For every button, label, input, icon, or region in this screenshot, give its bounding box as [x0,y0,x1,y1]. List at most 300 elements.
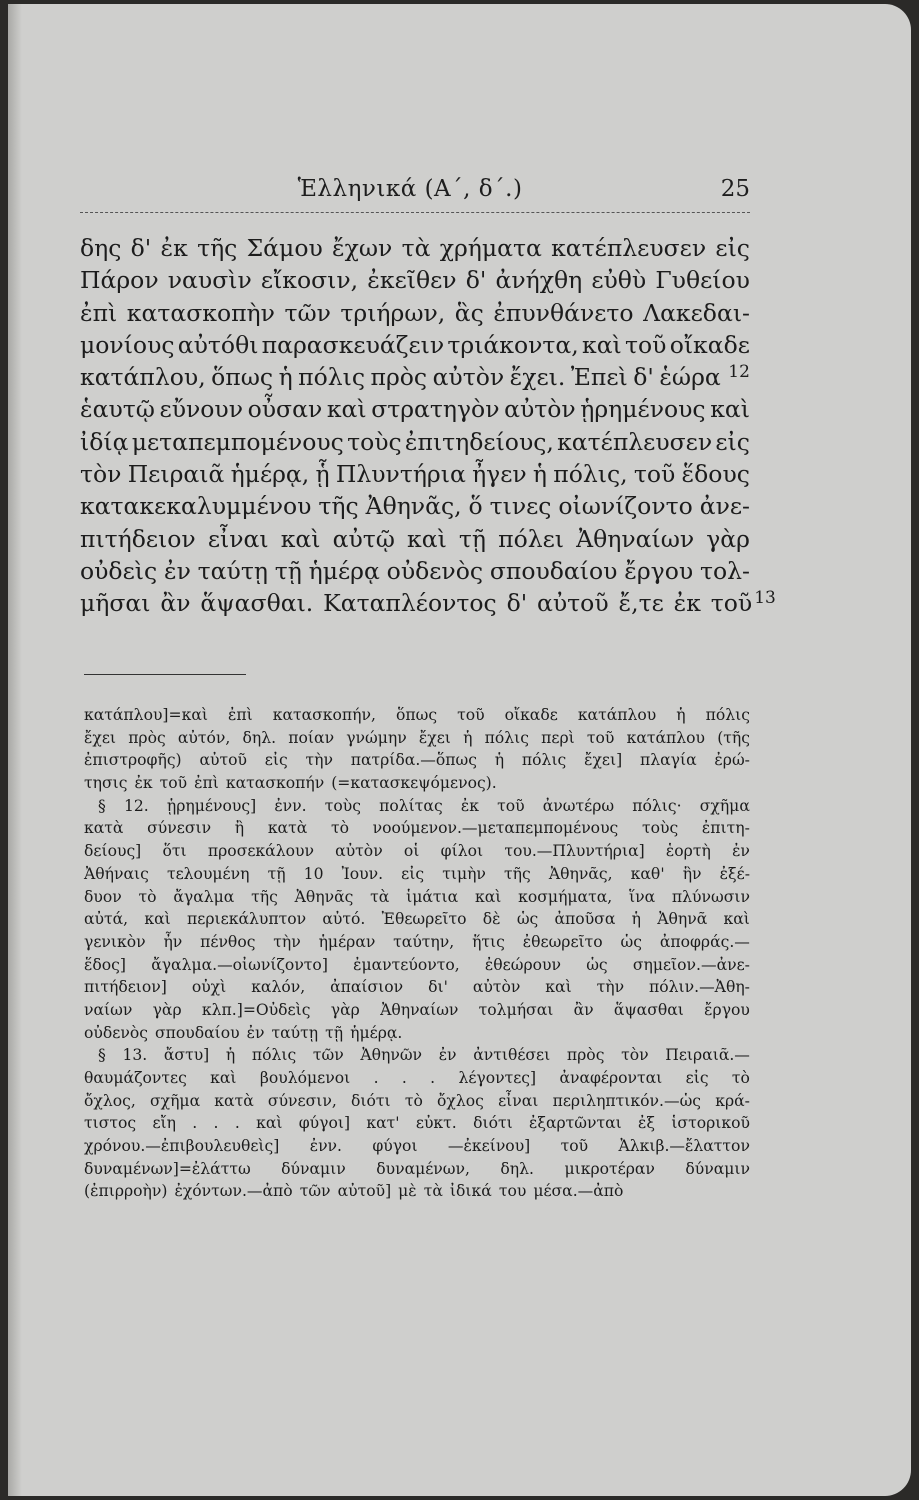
word: ἐνν. [309,1137,342,1156]
word: Ἰουν. [341,864,384,883]
word: ἐπιστροφῆς) [84,751,182,770]
word: καὶ [545,978,572,997]
word: αὐτόθι [177,330,259,359]
word: δύναμιν [281,1159,346,1178]
word: § [98,1046,106,1065]
word: τολ- [699,556,750,585]
word: ἃς [454,298,484,327]
word: ἐκ [460,796,479,815]
word: δ' [130,234,152,262]
word: σπουδαίου [154,1023,240,1042]
word: θαυμάζοντες [84,1069,187,1087]
word: ναυσὶν [167,266,252,295]
running-header [80,176,750,213]
word: κατὰ [84,819,124,838]
word: τῆς [197,234,238,262]
word: οἴκαδε [504,706,558,724]
word: δυναμένων]=ἐλάττω [84,1159,251,1178]
word: κοσμήματα, [518,887,613,906]
word: ἡμέρᾳ, [230,460,310,489]
word: Ἀθηνᾶς, [365,492,462,521]
word: αὐτὸν [432,363,505,392]
word: τοῦ [457,706,485,724]
word: πιτήδειον] [84,978,167,997]
word: δυον [84,887,122,906]
text-line [80,329,750,361]
word: κατέπλευσεν [551,234,707,262]
word: πιτήδειον [80,524,196,553]
footnote-line [84,976,750,999]
word: Καταπλέοντος [323,589,497,618]
word: δὲ [482,910,501,929]
word: τῇ [274,556,302,585]
word: τὰ [370,887,390,906]
word: κατασκοπήν [225,774,325,793]
word: (=κατασκεψόμενος). [331,774,497,793]
word: πόλις· [632,796,682,815]
word: ταύτῃ [271,1023,319,1042]
word: δείους] [84,842,142,861]
word: ἂν [160,589,191,618]
word: κατάπλου, [80,363,206,392]
word: πένθος [200,932,256,951]
word: εἰς [264,751,288,770]
word: σύνεσιν [147,819,212,838]
word: εἴη [152,1114,176,1133]
word: ἀναφέρονται [559,1069,663,1087]
word: ἡμέρᾳ [308,556,380,585]
word: ᾗ [315,460,330,489]
footnote-line [84,954,750,977]
word: πόλις [484,728,529,747]
word: ἔχει. [509,363,566,392]
word: ἰδικά [449,1182,492,1201]
word: ἄγαλμα.—οἰωνίζοντο] [151,955,328,974]
word: διότι [351,1091,391,1110]
word: μὲ [398,1182,417,1201]
word: ἡμέραν [318,932,376,951]
word: πρὸς [128,728,166,747]
word: ὡς [586,955,608,974]
word: τῇ [458,524,487,553]
word: ἦν [163,932,183,951]
word: 13. [122,1046,148,1065]
word: ἡ [278,363,293,392]
word: τῶν [299,1182,331,1201]
word: ἀνε- [699,492,750,521]
page-number: 25 [720,176,750,202]
word: μονίους [80,330,175,359]
word: τῇ [267,864,286,883]
word: τοὺς [641,819,679,838]
word: πόλει [498,524,565,553]
word: τὴν [273,932,301,951]
word: ᾑρημένους [580,395,706,424]
word: φύγοι [372,1137,418,1156]
footnote-line [84,1180,750,1203]
word: Ἀθηνᾶς [294,887,354,906]
word: ἀνήχθη [495,266,583,295]
word: ἡ [225,1046,236,1065]
word: χρήματα [439,234,542,262]
word: δ' [465,266,487,295]
word: ἐξέ- [719,864,750,883]
word: κατασκοπήν, [272,706,376,724]
word: μικροτέραν [564,1159,655,1178]
word: ἔχει [84,728,117,747]
word: τοῦ [710,589,753,618]
word: πόλιν.—Ἀθη- [649,978,750,997]
word: ἔχει] [584,751,623,770]
footnote-line [84,840,750,863]
word: εἰς [715,427,750,456]
word: ἕδους [681,460,750,489]
section-number: 12 [728,362,750,383]
word: ὡς [620,932,642,951]
word: κατέπλευσεν [557,427,713,456]
word: ἰδίᾳ [80,427,129,456]
word: δηλ. [242,728,277,747]
word: ταύτην, [393,932,455,951]
word: τὴν [305,751,333,770]
word: του.—Πλυντήρια] [504,842,645,861]
word: σύνεσιν, [267,1091,337,1110]
word: ὅτι [162,842,187,861]
word: ἑαυτῷ [80,395,155,424]
word: . [234,1114,240,1133]
word: εὐθὺ [591,266,647,295]
word: τὸ [138,887,157,906]
word: 10 [303,864,324,883]
footnote-line [84,931,750,954]
word: του [498,1182,527,1201]
word: μέσα.—ἀπὸ [533,1182,624,1201]
word: παρασκευάζειν [261,330,445,359]
footnote-line [84,727,750,750]
word: κατάπλου [577,706,657,724]
footnote-separator [84,674,246,675]
word: τῶν [284,298,331,327]
word: ἐν [246,1023,265,1042]
word: τὴν [596,978,625,997]
word: καὶ [210,1069,237,1087]
word: φίλοι [440,842,484,861]
footnote-line [84,908,750,931]
word: περὶ [541,728,575,747]
word: ὅ [468,492,483,521]
word: καὶ [326,395,367,424]
word: ἐθεώρουν [484,955,561,974]
word: Ἐπεὶ [570,363,628,392]
word: ἡ [676,706,686,724]
footnote-line [84,1158,750,1181]
word: ἐρώ- [714,751,750,770]
text-line [80,232,750,264]
word: αὐτὸν [335,842,383,861]
text-line [80,297,750,329]
word: τησις [84,774,128,793]
word: τολμήσαι [478,1000,554,1019]
word: εἴκοσιν, [260,266,359,295]
page-spine-shadow [8,4,22,1496]
footnote-line [84,817,750,840]
word: οὐδενὸς [386,556,484,585]
word: καὶ [474,887,502,906]
word: οἱ [403,842,420,861]
word: ὄχλος, [84,1091,136,1110]
word: καὶ [582,330,622,359]
footnote-line [84,772,750,795]
word: μεταπεμπομένους [131,427,344,456]
word: κατάπλου]=καὶ [84,706,208,724]
word: ἣν [682,864,702,883]
footnote-line [84,1135,750,1158]
word: εἶναι [498,1091,539,1110]
word: ᾑρημένους] [166,796,257,815]
word: τὰ [423,1182,443,1201]
word: τῆς [504,864,531,883]
word: οἰωνίζοντο [558,492,693,521]
word: τὸ [731,1069,750,1087]
word: τινες [489,492,552,521]
word: κρά- [715,1091,750,1110]
word: τὸν [80,460,122,489]
book-page [8,4,911,1496]
word: ἱστορικοῦ [671,1114,750,1133]
word: ἥτις [472,932,505,951]
word: τὸ [404,1091,423,1110]
word: οἴκαδε [669,330,750,359]
word: αὐτά, [84,910,129,929]
word: ἡ [494,751,505,770]
word: τὸν [621,1046,649,1065]
text-line [80,458,750,490]
word: στρατηγὸν [371,395,500,424]
word: ἢ [234,819,245,838]
word: τῆς [251,887,278,906]
word: σημεῖον.—ἀνε- [632,955,750,974]
word: —ἐκείνου] [447,1137,531,1156]
word: ἐξ [638,1114,656,1133]
word: δης [80,234,122,262]
word: εὐκτ. [415,1114,457,1133]
word: κλπ.]=Οὐδεὶς [201,1000,311,1019]
word: δ' [506,589,528,618]
text-line [80,426,750,458]
word: Ἀθηνᾶ [657,910,708,929]
word: ἐπιτη- [701,819,750,838]
word: γὰρ [706,524,750,553]
footnote-line [84,886,750,909]
word: φύγοι] [298,1114,351,1133]
word: ἐμαντεύοντο, [353,955,460,974]
word: πατρίδα.—ὅπως [350,751,477,770]
word: αὐτό. [322,910,366,929]
word: τριήρων, [340,298,446,327]
word: ταύτῃ [197,556,268,585]
word: Ἀθηναίων [380,1000,459,1019]
footnote-line [84,1044,750,1067]
word: πόλις, [553,460,628,489]
word: ἕδος] [84,955,126,974]
word: οὐδεὶς [80,556,158,585]
text-line [80,523,750,555]
word: ἀντιθέσει [473,1046,551,1065]
word: πόλις [705,706,750,724]
footnote-line [84,1067,750,1090]
word: τοὺς [347,427,402,456]
section-number: 13 [754,588,776,609]
word: τοὺς [324,796,361,815]
word: (ἐπιρροὴν) [84,1182,168,1201]
word: πολίτας [379,796,443,815]
word: σχῆμα [150,1091,201,1110]
word: αὐτοῦ [199,751,247,770]
word: ἐν [163,556,191,585]
word: ἐπιτηδείους, [404,427,554,456]
word: καὶ [280,524,321,553]
word: Λακεδαι- [643,298,750,327]
word: λέγοντες] [458,1069,537,1087]
word: χρόνου.—ἐπιβουλευθεὶς] [84,1137,280,1156]
word: ἅψασθαι [613,1000,684,1019]
word: ἑορτὴ [665,842,711,861]
word: ἅψασθαι. [200,589,314,618]
word: ἀποῦσα [554,910,616,929]
word: τῶν [312,1046,344,1065]
word: αὐτόν, [177,728,231,747]
word: Ἀθηνῶν [360,1046,423,1065]
word: . [401,1069,407,1087]
word: ὄχλος [437,1091,484,1110]
word: κατασκοπὴν [126,298,275,327]
word: ἂν [573,1000,594,1019]
word: πόλις [298,363,366,392]
word: τοῦ [586,728,615,747]
word: . [213,1114,219,1133]
word: ἡ [463,728,473,747]
word: Ἀθηνᾶς, [548,864,613,883]
main-text [80,232,780,620]
word: δύναμιν [685,1159,750,1178]
word: αὐτὸν [472,978,521,997]
word: καὶ [144,910,171,929]
word: ἐχόντων.—ἀπὸ [174,1182,293,1201]
word: τριάκοντα, [447,330,579,359]
word: ἐνν. [274,796,307,815]
word: γενικὸν [84,932,146,951]
word: αὐτοῦ [537,589,609,618]
word: Σάμου [246,234,323,262]
word: ὅπως [395,706,438,724]
word: (τῆς [717,728,750,747]
word: κατάπλου [626,728,706,747]
word: καὶ [256,1114,283,1133]
word: ἐπὶ [227,706,253,724]
word: ἔργου [704,1000,750,1019]
word: ἔχει [418,728,451,747]
word: ἡμέρᾳ. [350,1023,403,1042]
word: πλύνωσιν [671,887,750,906]
word: § [98,796,106,815]
word: τὸ [330,819,349,838]
text-line [80,555,750,587]
word: δ' [633,363,654,392]
footnote-line [84,1112,750,1135]
word: καθ' [630,864,665,883]
word: γὰρ [330,1000,360,1019]
footnote-line [84,704,750,727]
word: εὔνουν [159,395,243,424]
word: ἐπὶ [194,774,219,793]
word: τελουμένη [166,864,250,883]
word: σπουδαίου [489,556,618,585]
word: Πειραιᾶ.— [665,1046,750,1065]
word: τοῦ [560,1137,589,1156]
word: ἔργου [624,556,694,585]
word: ἐθεωρεῖτο [522,932,603,951]
word: τοῦ [497,796,525,815]
word: καὶ [407,524,447,553]
word: Ἀλκιβ.—ἔλαττον [618,1137,750,1156]
word: καὶ [710,395,750,424]
word: εἰς [401,864,425,883]
word: . [192,1114,198,1133]
word: ὡς [516,910,539,929]
word: Ἀθηναίων [576,524,695,553]
word: δηλ. [500,1159,534,1178]
word: δι' [428,978,448,997]
word: τοῦ [159,774,188,793]
text-line [80,393,750,425]
word: Ἐθεωρεῖτο [381,910,467,929]
word: ἄγαλμα [173,887,235,906]
word: ἐκ [673,589,701,618]
word: προσεκάλουν [207,842,314,861]
word: Πάρον [80,266,159,295]
word: νοούμενον.—μεταπεμπομένους [372,819,619,838]
word: ἐν [732,842,750,861]
word: καὶ [723,910,750,929]
footnote-line [84,749,750,772]
footnote-line [84,1022,750,1045]
word: τῇ [325,1023,344,1042]
word: οὐδενὸς [84,1023,148,1042]
word: εἶναι [207,524,269,553]
footnote-line [84,863,750,886]
word: τῆς [318,492,359,521]
word: ἀπαίσιον [330,978,404,997]
word: ἐξαρτῶνται [529,1114,622,1133]
word: ἡ [532,460,548,489]
word: πόλις [251,1046,297,1065]
word: Πειραιᾶ [127,460,225,489]
word: ἔχων [332,234,393,262]
word: Πλυντήρια [335,460,466,489]
word: ἐν [438,1046,457,1065]
word: πρὸς [566,1046,605,1065]
word: τοῦ [633,460,676,489]
word: οὐχὶ [191,978,227,997]
text-line [80,490,750,522]
word: ἡ [631,910,641,929]
word: κατὰ [267,819,308,838]
word: Γυθείου [655,266,750,295]
word: τοῦ [625,330,667,359]
word: εἰς [715,234,750,262]
word: τιμὴν [442,864,486,883]
word: ἱμάτια [406,887,459,906]
